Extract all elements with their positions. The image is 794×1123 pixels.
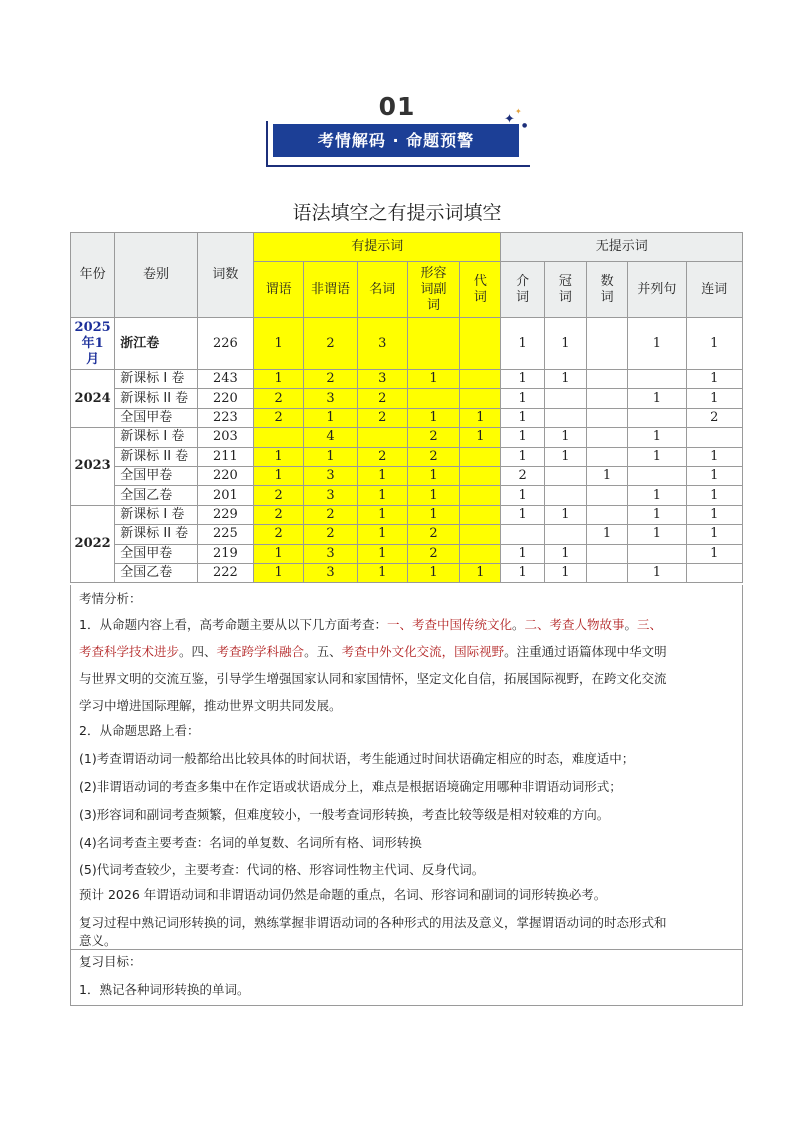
year-cell: 2022 xyxy=(71,505,115,583)
count-cell: 1 xyxy=(460,428,501,447)
table-row xyxy=(71,447,743,466)
count-cell xyxy=(586,505,627,524)
count-cell: 1 xyxy=(357,486,407,505)
analysis-item-5: (5)代词考查较少，主要考查：代词的格、形容词性物主代词、反身代词。 xyxy=(79,862,485,877)
juan-cell: 新课标 II 卷 xyxy=(115,525,197,544)
count-cell: 1 xyxy=(357,466,407,485)
count-cell: 1 xyxy=(254,563,304,582)
forecast-text: 预计 2026 年谓语动词和非谓语动词仍然是命题的重点，名词、形容词和副词的词形转换必考。 xyxy=(79,887,607,902)
count-cell: 1 xyxy=(407,505,459,524)
count-cell xyxy=(501,525,544,544)
count-cell xyxy=(544,389,586,408)
year-cell: 2024 xyxy=(71,370,115,428)
count-cell xyxy=(586,370,627,389)
count-cell: 1 xyxy=(686,389,742,408)
juan-cell: 新课标 II 卷 xyxy=(115,447,197,466)
analysis-paragraph-1-line-1 xyxy=(79,615,736,633)
text: 四、 xyxy=(191,644,217,659)
analysis-heading: 考情分析： xyxy=(79,591,142,606)
count-cell: 1 xyxy=(628,318,686,370)
count-cell: 1 xyxy=(254,544,304,563)
count-cell: 1 xyxy=(686,505,742,524)
sparkle-icon: ✦ xyxy=(504,112,515,127)
words-cell: 219 xyxy=(197,544,253,563)
header-hint-col: 谓语 xyxy=(254,262,304,318)
count-cell: 3 xyxy=(357,318,407,370)
count-cell: 1 xyxy=(628,525,686,544)
count-cell: 1 xyxy=(407,408,459,427)
count-cell: 2 xyxy=(254,486,304,505)
count-cell: 2 xyxy=(357,408,407,427)
count-cell: 1 xyxy=(254,447,304,466)
words-cell: 211 xyxy=(197,447,253,466)
words-cell: 220 xyxy=(197,389,253,408)
words-cell: 220 xyxy=(197,466,253,485)
count-cell: 1 xyxy=(501,563,544,582)
count-cell xyxy=(544,486,586,505)
count-cell: 1 xyxy=(544,544,586,563)
count-cell: 1 xyxy=(460,563,501,582)
analysis-box xyxy=(70,585,743,1006)
count-cell xyxy=(628,370,686,389)
text: 。 xyxy=(511,617,525,632)
count-cell: 1 xyxy=(357,544,407,563)
count-cell: 1 xyxy=(501,318,544,370)
count-cell: 2 xyxy=(407,544,459,563)
count-cell: 1 xyxy=(407,370,459,389)
table-row xyxy=(71,389,743,408)
count-cell: 1 xyxy=(407,486,459,505)
analysis-item-3: (3)形容词和副词考查频繁，但难度较小，一般考查词形转换，考查比较等级是相对较难的方向。 xyxy=(79,807,610,822)
count-cell: 1 xyxy=(544,505,586,524)
section-badge: 考情解码 · 命题预警 xyxy=(273,124,519,157)
count-cell xyxy=(686,428,742,447)
count-cell xyxy=(628,544,686,563)
juan-cell: 新课标 I 卷 xyxy=(115,428,197,447)
count-cell: 3 xyxy=(304,544,357,563)
juan-cell: 全国乙卷 xyxy=(115,486,197,505)
juan-cell: 新课标 II 卷 xyxy=(115,389,197,408)
count-cell: 1 xyxy=(501,447,544,466)
count-cell: 1 xyxy=(628,447,686,466)
count-cell xyxy=(544,408,586,427)
section-number: 01 xyxy=(378,92,416,121)
count-cell: 1 xyxy=(501,428,544,447)
goal-heading: 复习目标： xyxy=(79,954,142,969)
highlight-text: 考查中外文化交流，国际视野 xyxy=(341,644,505,659)
words-cell: 223 xyxy=(197,408,253,427)
count-cell: 2 xyxy=(357,389,407,408)
count-cell: 1 xyxy=(304,408,357,427)
count-cell: 2 xyxy=(686,408,742,427)
words-cell: 203 xyxy=(197,428,253,447)
header-hint-col: 非谓语 xyxy=(304,262,357,318)
highlight-text: 一、考查中国传统文化 xyxy=(386,617,512,632)
year-cell: 2023 xyxy=(71,428,115,506)
highlight-text: 考查跨学科融合 xyxy=(216,644,305,659)
juan-cell: 全国甲卷 xyxy=(115,544,197,563)
count-cell: 1 xyxy=(686,486,742,505)
text: 。 xyxy=(179,644,192,659)
count-cell xyxy=(460,525,501,544)
count-cell: 3 xyxy=(304,486,357,505)
header-group-hint: 有提示词 xyxy=(254,233,501,262)
count-cell: 2 xyxy=(407,525,459,544)
count-cell xyxy=(586,408,627,427)
header-year: 年份 xyxy=(71,233,115,318)
count-cell xyxy=(460,389,501,408)
count-cell: 1 xyxy=(501,486,544,505)
count-cell: 4 xyxy=(304,428,357,447)
count-cell: 1 xyxy=(254,466,304,485)
header-words: 词数 xyxy=(197,233,253,318)
count-cell xyxy=(460,544,501,563)
count-cell: 2 xyxy=(304,370,357,389)
count-cell: 1 xyxy=(407,466,459,485)
count-cell: 1 xyxy=(407,563,459,582)
count-cell xyxy=(586,486,627,505)
count-cell: 1 xyxy=(628,428,686,447)
text: 。 xyxy=(624,617,638,632)
count-cell: 1 xyxy=(254,318,304,370)
header-nohint-col: 介 词 xyxy=(501,262,544,318)
table-row xyxy=(71,486,743,505)
highlight-text: 二、考查人物故事 xyxy=(524,617,625,632)
count-cell: 1 xyxy=(501,544,544,563)
count-cell: 1 xyxy=(586,525,627,544)
count-cell xyxy=(460,370,501,389)
count-cell: 1 xyxy=(304,447,357,466)
highlight-text: 考查科学技术进步 xyxy=(79,644,180,659)
words-cell: 201 xyxy=(197,486,253,505)
count-cell xyxy=(586,428,627,447)
count-cell: 1 xyxy=(628,486,686,505)
words-cell: 226 xyxy=(197,318,253,370)
header-hint-col: 形容 词副 词 xyxy=(407,262,459,318)
count-cell: 1 xyxy=(501,370,544,389)
dot-icon: ● xyxy=(522,122,528,129)
count-cell xyxy=(460,447,501,466)
count-cell: 2 xyxy=(304,525,357,544)
highlight-text: 三、 xyxy=(637,617,663,632)
header-nohint-col: 并列句 xyxy=(628,262,686,318)
count-cell xyxy=(586,447,627,466)
text: 。五、 xyxy=(304,644,342,659)
table-row xyxy=(71,525,743,544)
count-cell: 1 xyxy=(686,544,742,563)
count-cell: 1 xyxy=(254,370,304,389)
review-line-1: 复习过程中熟记词形转换的词，熟练掌握非谓语动词的各种形式的用法及意义，掌握谓语动词的时态形式和 xyxy=(79,915,667,930)
year-cell: 2025 年1 月 xyxy=(71,318,115,370)
review-line-2: 意义。 xyxy=(79,933,117,948)
header-hint-col: 代 词 xyxy=(460,262,501,318)
count-cell xyxy=(586,544,627,563)
count-cell: 1 xyxy=(544,370,586,389)
analysis-item-4: (4)名词考查主要考查：名词的单复数、名词所有格、词形转换 xyxy=(79,835,422,850)
count-cell: 2 xyxy=(501,466,544,485)
header-nohint-col: 数 词 xyxy=(586,262,627,318)
header-group-nohint: 无提示词 xyxy=(501,233,743,262)
count-cell: 1 xyxy=(357,525,407,544)
count-cell: 3 xyxy=(357,370,407,389)
count-cell: 2 xyxy=(357,447,407,466)
words-cell: 229 xyxy=(197,505,253,524)
count-cell: 1 xyxy=(460,408,501,427)
count-cell: 1 xyxy=(686,370,742,389)
count-cell xyxy=(460,505,501,524)
count-cell xyxy=(686,563,742,582)
table-row xyxy=(71,370,743,389)
juan-cell: 全国甲卷 xyxy=(115,466,197,485)
header-juan: 卷别 xyxy=(115,233,197,318)
count-cell xyxy=(586,563,627,582)
analysis-item-1: (1)考查谓语动词一般都给出比较具体的时间状语，考生能通过时间状语确定相应的时态，难度适中； xyxy=(79,751,635,766)
header-hint-col: 名词 xyxy=(357,262,407,318)
header-nohint-col: 连词 xyxy=(686,262,742,318)
count-cell xyxy=(460,466,501,485)
sparkle-small-icon: ✦ xyxy=(515,107,522,116)
words-cell: 222 xyxy=(197,563,253,582)
count-cell: 1 xyxy=(628,563,686,582)
count-cell: 1 xyxy=(544,428,586,447)
header-nohint-col: 冠 词 xyxy=(544,262,586,318)
count-cell: 2 xyxy=(254,505,304,524)
goal-item-1: 1．熟记各种词形转换的单词。 xyxy=(79,982,250,997)
count-cell xyxy=(628,466,686,485)
count-cell: 1 xyxy=(686,447,742,466)
count-cell: 1 xyxy=(628,389,686,408)
juan-cell: 新课标 I 卷 xyxy=(115,370,197,389)
count-cell: 1 xyxy=(544,318,586,370)
count-cell: 1 xyxy=(501,505,544,524)
count-cell: 3 xyxy=(304,466,357,485)
analysis-paragraph-1-line-3: 与世界文明的交流互鉴，引导学生增强国家认同和家国情怀，坚定文化自信，拓展国际视野，在跨文化交流 xyxy=(79,671,667,686)
count-cell: 2 xyxy=(254,389,304,408)
count-cell: 1 xyxy=(686,466,742,485)
table-row xyxy=(71,466,743,485)
analysis-paragraph-1-line-4: 学习中增进国际理解，推动世界文明共同发展。 xyxy=(79,698,342,713)
count-cell: 1 xyxy=(544,447,586,466)
count-cell: 1 xyxy=(686,318,742,370)
count-cell: 1 xyxy=(501,408,544,427)
analysis-paragraph-2: 2．从命题思路上看： xyxy=(79,723,200,738)
count-cell: 2 xyxy=(407,428,459,447)
count-cell xyxy=(254,428,304,447)
count-cell: 2 xyxy=(304,318,357,370)
count-cell xyxy=(544,466,586,485)
table-row xyxy=(71,318,743,370)
juan-cell: 全国甲卷 xyxy=(115,408,197,427)
count-cell: 1 xyxy=(501,389,544,408)
count-cell: 2 xyxy=(304,505,357,524)
table-row xyxy=(71,408,743,427)
juan-cell: 新课标 I 卷 xyxy=(115,505,197,524)
count-cell xyxy=(544,525,586,544)
count-cell xyxy=(407,389,459,408)
divider xyxy=(71,949,742,950)
analysis-item-2: (2)非谓语动词的考查多集中在作定语或状语成分上，难点是根据语境确定用哪种非谓语动词形式； xyxy=(79,779,622,794)
analysis-paragraph-1-line-2 xyxy=(79,642,736,660)
count-cell: 1 xyxy=(586,466,627,485)
count-cell xyxy=(460,318,501,370)
count-cell xyxy=(586,318,627,370)
count-cell: 3 xyxy=(304,563,357,582)
count-cell xyxy=(460,486,501,505)
juan-cell: 全国乙卷 xyxy=(115,563,197,582)
table-row xyxy=(71,428,743,447)
count-cell: 3 xyxy=(304,389,357,408)
table-row xyxy=(71,505,743,524)
statistics-table xyxy=(70,232,743,583)
table-row xyxy=(71,544,743,563)
count-cell xyxy=(407,318,459,370)
count-cell: 1 xyxy=(686,525,742,544)
count-cell: 1 xyxy=(628,505,686,524)
count-cell: 1 xyxy=(357,563,407,582)
count-cell xyxy=(586,389,627,408)
words-cell: 243 xyxy=(197,370,253,389)
count-cell xyxy=(628,408,686,427)
juan-cell: 浙江卷 xyxy=(115,318,197,370)
words-cell: 225 xyxy=(197,525,253,544)
text: 1．从命题内容上看，高考命题主要从以下几方面考查： xyxy=(79,617,387,632)
count-cell: 2 xyxy=(254,408,304,427)
count-cell xyxy=(357,428,407,447)
text: 。注重通过语篇体现中华文明 xyxy=(504,644,667,659)
count-cell: 2 xyxy=(407,447,459,466)
count-cell: 2 xyxy=(254,525,304,544)
page-title: 语法填空之有提示词填空 xyxy=(292,202,502,224)
count-cell: 1 xyxy=(544,563,586,582)
table-row xyxy=(71,563,743,582)
count-cell: 1 xyxy=(357,505,407,524)
